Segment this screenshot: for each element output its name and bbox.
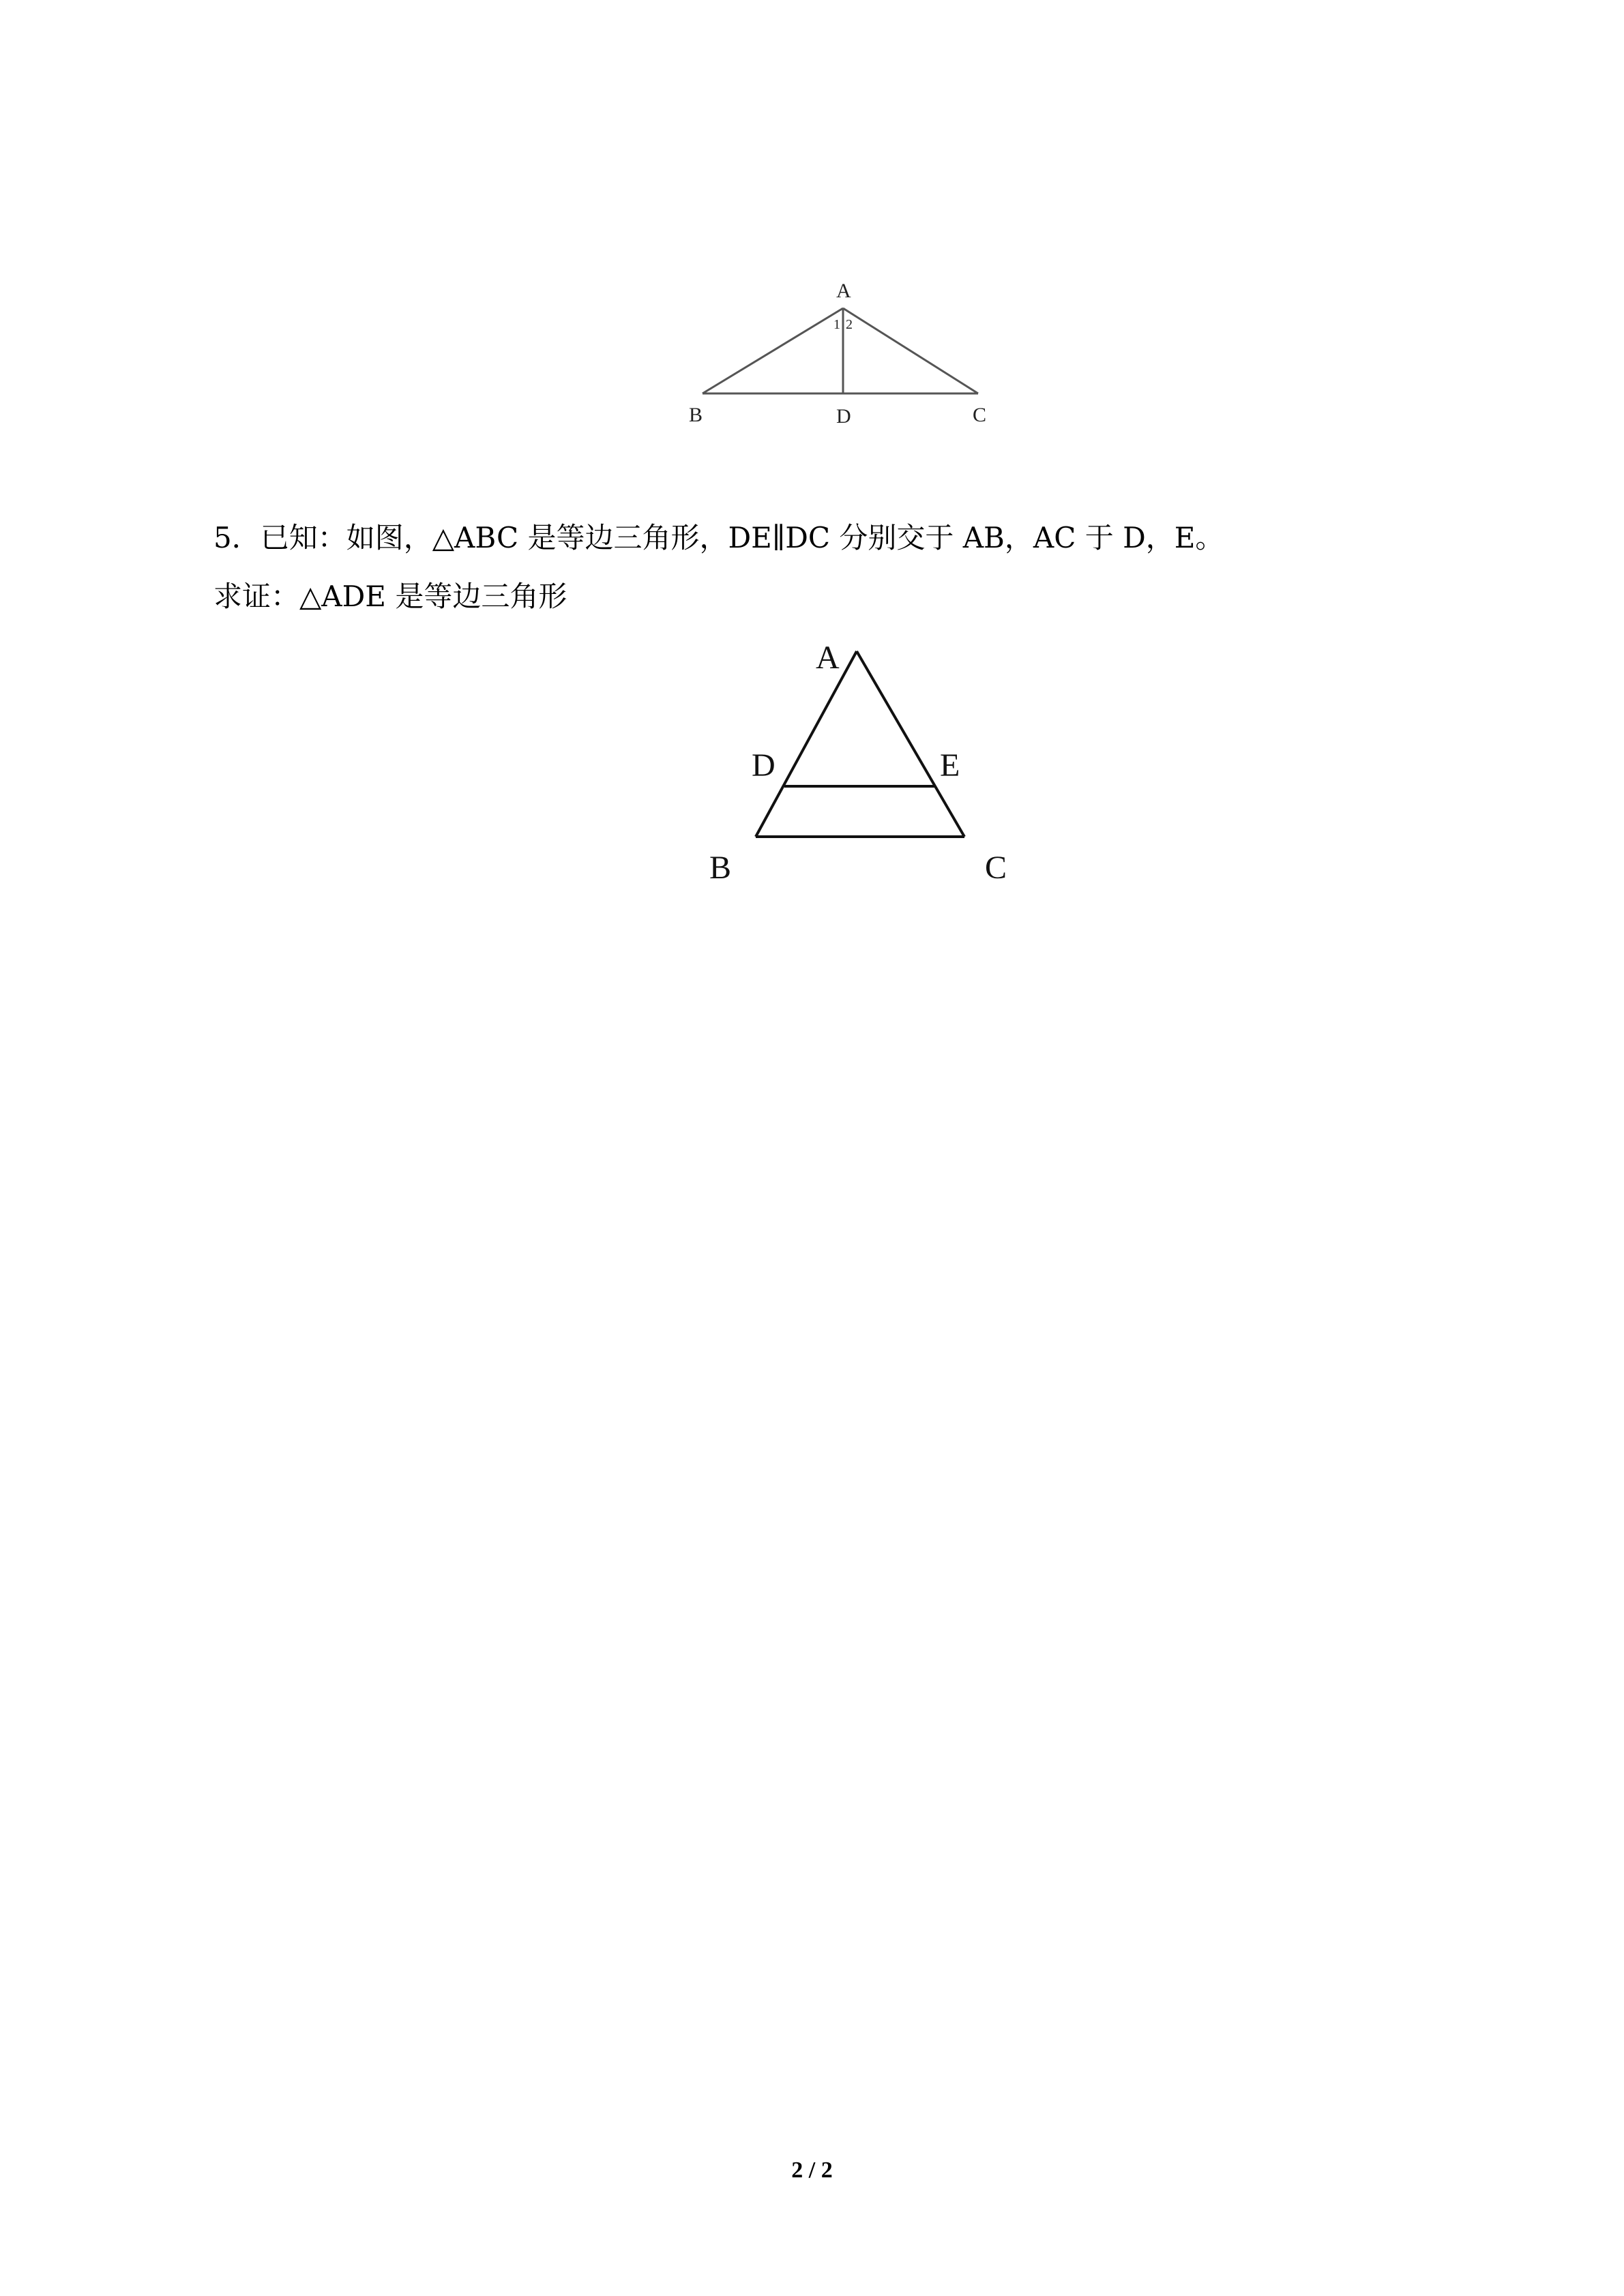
- vertex-label-a: A: [836, 280, 851, 302]
- figure2-svg: [703, 638, 1057, 897]
- vertex-label-c: C: [973, 404, 987, 426]
- segment-ab: [756, 651, 857, 837]
- segment-ab: [703, 308, 843, 393]
- vertex-label-d: D: [752, 747, 776, 784]
- figure-triangle-abd: [675, 273, 1003, 436]
- vertex-label-d: D: [836, 405, 851, 428]
- segment-ac: [857, 651, 964, 837]
- figure1-svg: [675, 273, 1003, 436]
- vertex-label-a: A: [816, 640, 840, 676]
- vertex-label-b: B: [689, 404, 703, 426]
- problem-5-prove: 求证：△ADE 是等边三角形: [213, 580, 567, 613]
- angle-label-2: 2: [846, 317, 853, 332]
- vertex-label-c: C: [985, 850, 1007, 886]
- page-number: 2 / 2: [791, 2158, 833, 2183]
- problem-5-statement: 5．已知：如图，△ABC 是等边三角形，DE∥DC 分别交于 AB，AC 于 D，E。: [213, 521, 1224, 554]
- angle-label-1: 1: [833, 317, 840, 332]
- figure-triangle-ade: [703, 638, 1057, 897]
- segment-ac: [843, 308, 978, 393]
- vertex-label-b: B: [709, 850, 732, 886]
- vertex-label-e: E: [940, 747, 960, 784]
